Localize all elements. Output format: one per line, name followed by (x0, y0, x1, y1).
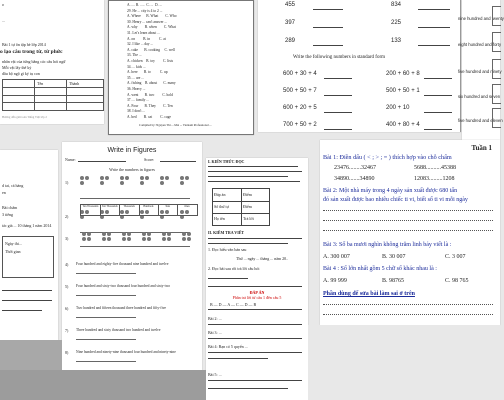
score-box (212, 188, 270, 226)
answer-blank[interactable] (76, 361, 136, 362)
word-card: six hundred and seven (458, 94, 501, 99)
column-header: Ten Thousands (100, 205, 120, 215)
worksheet-thumbnail-8[interactable] (320, 140, 500, 325)
sub-text: Mỗi vật lấy thế kỷ (2, 65, 32, 70)
word-card: nine hundred and twenty (458, 16, 504, 21)
text-line: d tai, cá hàng (2, 183, 24, 188)
option: C. 98 765 (445, 278, 469, 284)
number-b: 225 (391, 20, 402, 26)
word-card: five hundred and eleven (458, 118, 503, 123)
number-b: 133 (391, 38, 402, 44)
top-line: ... (2, 18, 5, 23)
quiz-lines (127, 3, 252, 120)
number-a: 455 (285, 2, 296, 8)
word-card: five hundred and ninety (458, 69, 502, 74)
expression-b: 400 + 80 + 4 (386, 122, 420, 128)
quiz-line: A. Four B. They C. Ten (127, 103, 173, 108)
number-sentence: Four hundred and eighty-five thousand nine hundred and twelve (76, 262, 169, 266)
quiz-line: 33. The ... (127, 53, 142, 58)
column-header: Tens (158, 205, 178, 215)
option: B. 30 007 (382, 254, 406, 260)
quiz-line: 29. He ... city is 4 to 2 ... (127, 8, 163, 13)
answer-blank[interactable] (76, 295, 136, 296)
box-text: Thời gian (5, 249, 21, 254)
table-head-cell: Thành (69, 81, 80, 86)
answers-title: ĐÁP ÁN (249, 290, 265, 295)
footer-text: Compiled by: Nguyen Thi ... Mai ... Vietnam Professional ... (139, 123, 212, 127)
box-cell: Số thứ tự (214, 204, 229, 209)
number-a: 397 (285, 20, 296, 26)
section-heading: Write the following numbers in standard form (293, 55, 385, 60)
exercise-5: Phần dùng để sửa bài làm sai ở trên (323, 291, 415, 297)
answers-row: B — D — A — C — D — B (210, 302, 257, 307)
question: 1. Đọc hiểu văn bản sau (208, 247, 247, 252)
expression-b: 200 + 60 + 8 (386, 71, 420, 77)
exercise-3: Bài 3: Số ba mươi nghìn không trăm linh bảy viết là : (323, 242, 452, 248)
number-sentence: Three hundred and sixty thousand two hundred and twelve (76, 328, 161, 332)
extra-line: Bài 4: Bạn có 5 quyển ... (208, 344, 248, 349)
expression-a: 600 + 20 + 5 (283, 105, 317, 111)
text-line: 3 tiếng (2, 212, 13, 217)
sub-text: dầu bộ ngộ gì ký tụ con (2, 71, 40, 76)
sub-text: nhân vật của từng bằng các câu hỏi ngữ (2, 59, 66, 64)
answer-blank[interactable] (324, 112, 352, 113)
exercise-1: Bài 1: Điền dấu ( < ; > ; = ) thích hợp vào chỗ chấm (323, 154, 452, 161)
answer-blank[interactable] (324, 129, 352, 130)
worksheet-thumbnail-4[interactable] (458, 0, 504, 140)
column-header: Thousands (120, 205, 140, 215)
box-cell: Điểm (243, 204, 252, 209)
quiz-line: A. on B. in C. at (127, 36, 166, 41)
answer-blank[interactable] (424, 112, 452, 113)
answer-blank[interactable] (76, 339, 136, 340)
item-number: 3) (65, 236, 69, 241)
item-number: 6) (65, 306, 69, 311)
expression-b: 500 + 50 + 1 (386, 88, 420, 94)
answer-blank[interactable] (424, 78, 452, 79)
doc-heading: o lạo câu trong từ, từ phức (0, 49, 63, 55)
quiz-line: 37. ... family ... (127, 98, 149, 103)
number-a: 289 (285, 38, 296, 44)
quiz-line: A. Where B. What C. Who (127, 14, 177, 19)
exercise-4: Bài 4 : Số lớn nhất gồm 5 chữ số khác nhau là : (323, 266, 437, 272)
extra-line: Bài 2: ... (208, 316, 222, 321)
option: B. 98765 (382, 278, 405, 284)
text-line: en (2, 190, 6, 195)
top-line: o (2, 2, 4, 7)
week-label: Tuần 1 (471, 144, 492, 152)
doc-title: Bài 1 tự ôn tập hè lớp 2014 (2, 42, 46, 47)
score-label: Score: (144, 157, 155, 162)
worksheet-thumbnail-6[interactable] (62, 142, 202, 370)
answers-sub: Phần trả lời từ câu 1 đến câu 5 (232, 295, 282, 300)
date-line: Thứ ... ngày ... tháng ... năm 20.. (236, 256, 289, 261)
item-number: 7) (65, 328, 69, 333)
compare-row: 5688..........45388 (414, 165, 456, 171)
item-number: 2) (65, 214, 69, 219)
text-line: tác giả ... 10 tháng 1 năm 2014 (2, 223, 52, 228)
item-number: 4) (65, 262, 69, 267)
item-number: 1) (65, 180, 69, 185)
worksheet-thumbnail-2[interactable] (108, 0, 254, 135)
shadow-block (308, 325, 500, 400)
quiz-line: 32. I like ... day ... (127, 42, 154, 47)
worksheet-thumbnail-3[interactable] (258, 0, 461, 132)
answer-blank[interactable] (76, 273, 136, 274)
worksheet-thumbnail-5[interactable] (0, 150, 58, 340)
footer-text: Hướng dẫn giải toán Tiếng Việt lớp 2 (2, 115, 47, 119)
number-sentence: Nine hundred and ninety-nine thousand four hundred and ninety-nine (76, 350, 176, 354)
extra-line: Bài 5: ... (208, 372, 222, 377)
option: A. 300 007 (323, 254, 350, 260)
worksheet-thumbnail-1[interactable] (0, 0, 104, 124)
expression-b: 200 + 10 (386, 105, 410, 111)
compare-row: 34890.......34890 (334, 176, 375, 182)
word-card: eight hundred and forty (458, 42, 502, 47)
box-cell: Điểm (243, 192, 252, 197)
table (2, 79, 104, 111)
exercise-2-cont: đó sản xuất được bao nhiêu chiếc ti vi, biết số ti vi mỗi ngày (323, 197, 468, 203)
extra-line: Bài 3: ... (208, 330, 222, 335)
answer-blank[interactable] (324, 95, 352, 96)
number-sentence: Two hundred and fifteen thousand three hundred and fifty-five (76, 306, 166, 310)
answer-blank[interactable] (76, 317, 136, 318)
quiz-line: A. chicken B. toy C. lists (127, 58, 174, 63)
expression-a: 600 + 30 + 4 (283, 71, 317, 77)
quiz-line: A. here B. to C. up (127, 70, 168, 75)
place-value-table (80, 204, 198, 216)
number-sentence: Four hundred and sixty-two thousand four hundred and sixty-two (76, 284, 171, 288)
info-box (2, 236, 54, 278)
compare-row: 12083.........1208 (414, 176, 455, 182)
worksheet-thumbnail-7[interactable] (206, 158, 308, 400)
compare-row: 23476........32467 (334, 165, 376, 171)
answer-blank[interactable] (424, 95, 452, 96)
expression-a: 500 + 50 + 7 (283, 88, 317, 94)
column-header: Ten Thousands (81, 205, 101, 215)
name-label: Name: (65, 157, 76, 162)
item-number: 8) (65, 350, 69, 355)
option: A. 99 999 (323, 278, 347, 284)
quiz-line: 35. ... are ... (127, 75, 144, 80)
box-cell: Đáp án (214, 192, 226, 197)
table-head-cell: Tên (37, 81, 44, 86)
expression-a: 700 + 50 + 2 (283, 122, 317, 128)
section-heading: I. KIẾN THỨC ĐỌC (208, 159, 245, 164)
quiz-line: A. went B. two C. hold (127, 92, 173, 97)
quiz-line: 30. Henry ... can't answer ... (127, 19, 168, 24)
answer-blank[interactable] (324, 78, 352, 79)
box-cell: Họ tên (214, 216, 225, 221)
quiz-line: 36. Heavy ... (127, 86, 146, 91)
quiz-line: A. bed B. cat C. cage (127, 114, 172, 119)
quiz-line: 38. I don't ... (127, 109, 146, 114)
number-b: 834 (391, 2, 402, 8)
text-line: Bài chấm (2, 205, 18, 210)
sheet-title: Write in Figures (107, 147, 157, 154)
option: C. 3 007 (445, 254, 466, 260)
quiz-line: A. cake B. cooking C. well (127, 47, 175, 52)
shadow-block (0, 370, 206, 400)
quiz-line: A. .... B. ..... C. ... D. ... (127, 3, 163, 7)
box-cell: Trả lời (243, 216, 254, 221)
box-text: Ngày thi... (5, 241, 22, 246)
quiz-line: 34. ... kids ... (127, 64, 146, 69)
subtitle: Write the numbers in figures (109, 167, 155, 172)
column-header: Hundreds (139, 205, 159, 215)
column-header: Ones (184, 205, 190, 208)
quiz-line: A. why B. when C. What (127, 25, 176, 30)
exercise-2: Bài 2: Một nhà máy trong 4 ngày sản xuất được 680 tấn (323, 188, 458, 194)
quiz-line: A. fishing B. about C. many (127, 81, 176, 86)
quiz-line: 31. Let's learn about ... (127, 30, 160, 35)
answer-blank[interactable] (424, 129, 452, 130)
section-heading: II. KIỂM TRA VIẾT (208, 230, 245, 235)
question: 2. Đọc bài sau rồi trả lời câu hỏi (208, 266, 260, 271)
item-number: 5) (65, 284, 69, 289)
